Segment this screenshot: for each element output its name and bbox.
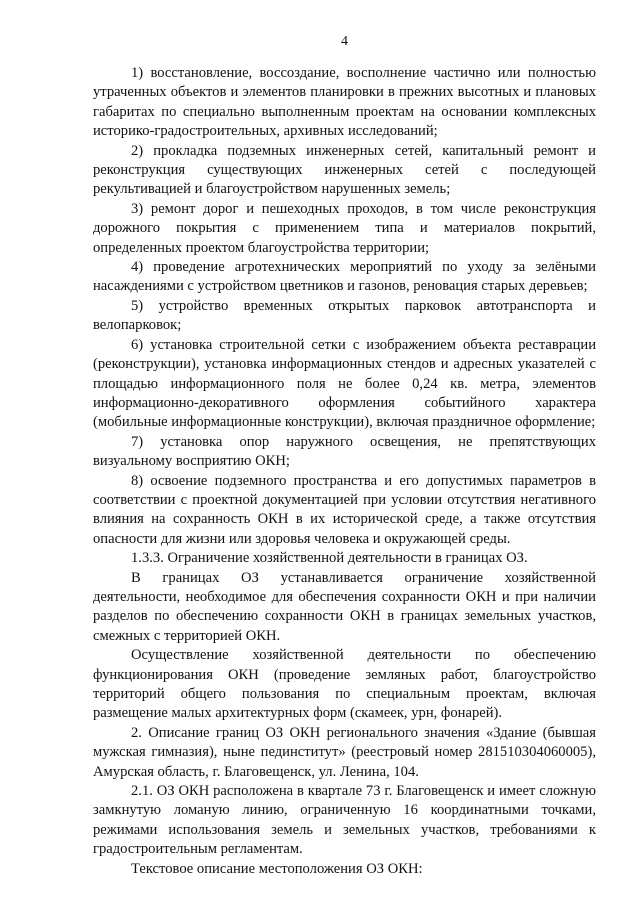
paragraph-2-1-location: 2.1. ОЗ ОКН расположена в квартале 73 г. Благовещенск и имеет сложную замкнутую ломаную линию, ограниченную 16 координатными точками, режимами использования земель и земельных участков, требованиями к градостроительным регламентам. <box>93 783 596 858</box>
section-heading-1-3-3: 1.3.3. Ограничение хозяйственной деятельности в границах ОЗ. <box>131 550 528 567</box>
paragraph-text-description-lead: Текстовое описание местоположения ОЗ ОКН: <box>131 860 423 877</box>
paragraph-restriction-within-boundaries: В границах ОЗ устанавливается ограничение хозяйственной деятельности, необходимое для обеспечения сохранности ОКН и при наличии разделов по обеспечению сохранности ОКН в границах земельных участков, смежных с территорией ОКН. <box>93 569 596 644</box>
list-item-utility-networks: 2) прокладка подземных инженерных сетей, капитальный ремонт и реконструкция существующих инженерных сетей с последующей рекультивацией и благоустройством нарушенных земель; <box>93 142 596 198</box>
list-item-restoration: 1) восстановление, воссоздание, восполнение частично или полностью утраченных объектов и элементов планировки в прежних высотных и плановых габаритах по специально выполненным проектам на основании комплексных историко-градостроительных, архивных исследований; <box>93 65 596 140</box>
list-item-underground-space: 8) освоение подземного пространства и его допустимых параметров в соответствии с проектной документацией при условии отсутствия негативного влияния на сохранность ОКН в их исторической среде, а также отсутствия опасности для жизни или здоровья человека и окружающей среды. <box>93 472 596 547</box>
list-item-construction-mesh: 6) установка строительной сетки с изображением объекта реставрации (реконструкции), установка информационных стендов и адресных указателей с площадью информационного поля не более 0,24 кв. метра, элементов информационно-декоративного оформления событийного характера (мобильные информационные конструкции), включая праздничное оформление; <box>93 336 596 431</box>
list-item-lighting: 7) установка опор наружного освещения, не препятствующих визуальному восприятию ОКН; <box>93 433 596 470</box>
list-item-road-repair: 3) ремонт дорог и пешеходных проходов, в том числе реконструкция дорожного покрытия с применением типа и материалов покрытий, определенных проектом благоустройства территории; <box>93 200 596 256</box>
list-item-parking: 5) устройство временных открытых парковок автотранспорта и велопарковок; <box>93 297 596 334</box>
list-item-agrotechnical: 4) проведение агротехнических мероприятий по уходу за зелёными насаждениями с устройством цветников и газонов, реновация старых деревьев; <box>93 259 596 295</box>
paragraph-economic-activity: Осуществление хозяйственной деятельности по обеспечению функционирования ОКН (проведение земляных работ, благоустройство территорий общего пользования по специальным проектам, включая размещение малых архитектурных форм (скамеек, урн, фонарей). <box>93 647 596 722</box>
page-number: 4 <box>341 34 348 49</box>
section-heading-2-description: 2. Описание границ ОЗ ОКН регионального значения «Здание (бывшая мужская гимназия), ныне пединститут» (реестровый номер 281510304060005), Амурская область, г. Благовещенск, ул. Ленина, 104. <box>93 724 596 780</box>
